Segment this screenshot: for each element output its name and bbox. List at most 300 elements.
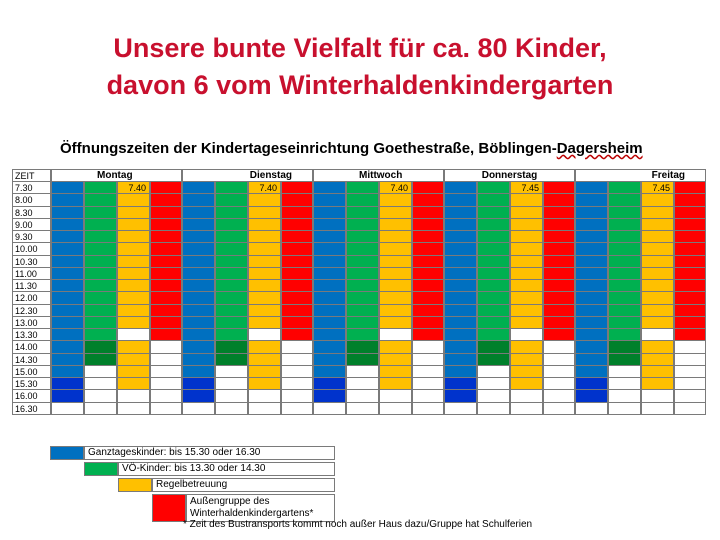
schedule-cell: [182, 181, 215, 194]
schedule-cell: [182, 230, 215, 243]
schedule-cell: [346, 340, 379, 353]
schedule-cell: [510, 353, 543, 366]
schedule-cell: [674, 181, 706, 194]
schedule-cell: [346, 230, 379, 243]
schedule-cell: [641, 353, 674, 366]
schedule-cell: [281, 353, 313, 366]
schedule-cell: [477, 402, 510, 415]
schedule-cell: [412, 328, 444, 341]
schedule-cell: [281, 279, 313, 292]
schedule-cell: [248, 193, 281, 206]
schedule-cell: [412, 279, 444, 292]
schedule-cell: [182, 353, 215, 366]
schedule-cell: [281, 377, 313, 390]
schedule-cell: [477, 279, 510, 292]
schedule-cell: [51, 242, 84, 255]
day-header: Freitag: [575, 169, 706, 182]
schedule-cell: [281, 181, 313, 194]
schedule-cell: [379, 255, 412, 268]
schedule-cell: [84, 255, 117, 268]
schedule-cell: [575, 340, 608, 353]
schedule-cell: [379, 353, 412, 366]
schedule-cell: [444, 267, 477, 280]
schedule-cell: [281, 389, 313, 402]
subtitle-place: Dagersheim: [556, 140, 643, 157]
schedule-cell: [575, 316, 608, 329]
legend-red-text: Winterhaldenkindergartens*: [190, 508, 314, 519]
schedule-cell: [150, 230, 182, 243]
schedule-cell: [215, 389, 248, 402]
schedule-cell: [641, 328, 674, 341]
schedule-cell: [379, 316, 412, 329]
schedule-cell: [379, 340, 412, 353]
schedule-cell: [641, 242, 674, 255]
schedule-cell: [248, 206, 281, 219]
schedule-cell: [510, 365, 543, 378]
schedule-cell: [477, 242, 510, 255]
schedule-cell: [444, 316, 477, 329]
schedule-cell: [510, 255, 543, 268]
schedule-cell: [379, 206, 412, 219]
schedule-cell: [215, 181, 248, 194]
schedule-cell: [641, 291, 674, 304]
schedule-cell: [248, 255, 281, 268]
schedule-cell: [608, 206, 641, 219]
schedule-cell: [51, 377, 84, 390]
schedule-cell: [346, 316, 379, 329]
schedule-cell: [117, 230, 150, 243]
schedule-cell: [215, 402, 248, 415]
schedule-cell: [215, 206, 248, 219]
day-header: Montag: [51, 169, 182, 182]
schedule-cell: [412, 193, 444, 206]
schedule-cell: [379, 402, 412, 415]
schedule-cell: [674, 365, 706, 378]
schedule-cell: [674, 389, 706, 402]
schedule-cell: [477, 267, 510, 280]
schedule-cell: [248, 340, 281, 353]
time-cell: 11.00: [12, 267, 51, 280]
schedule-cell: [674, 328, 706, 341]
schedule-cell: [379, 242, 412, 255]
schedule-cell: [182, 206, 215, 219]
schedule-cell: [346, 181, 379, 194]
schedule-cell: [575, 193, 608, 206]
schedule-cell: [543, 181, 575, 194]
schedule-cell: [674, 316, 706, 329]
schedule-cell: [575, 230, 608, 243]
schedule-cell: [248, 279, 281, 292]
time-cell: 9.00: [12, 218, 51, 231]
schedule-cell: [150, 340, 182, 353]
schedule-cell: [444, 365, 477, 378]
schedule-cell: [51, 291, 84, 304]
schedule-cell: [150, 353, 182, 366]
schedule-cell: [575, 255, 608, 268]
schedule-cell: [51, 193, 84, 206]
schedule-cell: [641, 389, 674, 402]
schedule-cell: [477, 353, 510, 366]
schedule-cell: [444, 353, 477, 366]
schedule-cell: [608, 402, 641, 415]
schedule-cell: [477, 291, 510, 304]
schedule-cell: [84, 181, 117, 194]
schedule-cell: [281, 267, 313, 280]
legend-yellow-swatch: [118, 478, 152, 492]
schedule-cell: [346, 255, 379, 268]
schedule-cell: [346, 377, 379, 390]
schedule-cell: [182, 340, 215, 353]
schedule-cell: [117, 340, 150, 353]
time-cell: 14.30: [12, 353, 51, 366]
schedule-cell: [379, 389, 412, 402]
schedule-cell: [215, 255, 248, 268]
schedule-cell: [346, 206, 379, 219]
schedule-cell: [510, 340, 543, 353]
schedule-cell: [117, 291, 150, 304]
schedule-cell: [117, 279, 150, 292]
schedule-cell: [477, 365, 510, 378]
schedule-cell: [313, 316, 346, 329]
schedule-cell: [674, 340, 706, 353]
schedule-cell: [346, 279, 379, 292]
schedule-cell: [608, 255, 641, 268]
schedule-cell: [510, 279, 543, 292]
schedule-cell: [117, 377, 150, 390]
schedule-cell: [575, 365, 608, 378]
schedule-cell: [117, 353, 150, 366]
schedule-cell: [346, 304, 379, 317]
schedule-cell: [84, 304, 117, 317]
schedule-cell: [674, 255, 706, 268]
schedule-cell: [543, 365, 575, 378]
schedule-cell: [510, 193, 543, 206]
schedule-cell: [543, 328, 575, 341]
schedule-cell: [248, 267, 281, 280]
schedule-cell: [182, 279, 215, 292]
schedule-cell: [477, 377, 510, 390]
subtitle-text: Öffnungszeiten der Kindertageseinrichtung Goethestraße, Böblingen-: [60, 140, 557, 157]
footnote: * Zeit des Bustransports kommt noch außer Haus dazu/Gruppe hat Schulferien: [183, 519, 533, 530]
schedule-cell: [248, 316, 281, 329]
schedule-cell: [608, 242, 641, 255]
legend-green-text: VÖ-Kinder: bis 13.30 oder 14.30: [122, 463, 266, 474]
time-cell: 12.00: [12, 291, 51, 304]
schedule-cell: [444, 377, 477, 390]
schedule-cell: [182, 193, 215, 206]
schedule-cell: [444, 279, 477, 292]
schedule-cell: [477, 328, 510, 341]
schedule-cell: [51, 206, 84, 219]
schedule-cell: [84, 206, 117, 219]
schedule-cell: [543, 402, 575, 415]
title-line-2: davon 6 vom Winterhaldenkindergarten: [106, 70, 614, 100]
schedule-cell: [608, 218, 641, 231]
schedule-cell: [182, 389, 215, 402]
schedule-cell: [117, 206, 150, 219]
schedule-cell: [641, 193, 674, 206]
schedule-cell: [51, 353, 84, 366]
schedule-cell: [379, 193, 412, 206]
schedule-cell: [117, 304, 150, 317]
schedule-cell: [84, 389, 117, 402]
time-cell: 12.30: [12, 304, 51, 317]
schedule-cell: [182, 304, 215, 317]
schedule-cell: [674, 279, 706, 292]
schedule-cell: [117, 267, 150, 280]
schedule-cell: [477, 255, 510, 268]
schedule-cell: [51, 267, 84, 280]
schedule-cell: [346, 389, 379, 402]
schedule-cell: [117, 389, 150, 402]
schedule-cell: [543, 340, 575, 353]
day-header: Mittwoch: [313, 169, 444, 182]
schedule-cell: [510, 242, 543, 255]
schedule-cell: [248, 365, 281, 378]
schedule-cell: [412, 402, 444, 415]
schedule-cell: [510, 267, 543, 280]
schedule-cell: [281, 304, 313, 317]
schedule-cell: [150, 193, 182, 206]
schedule-cell: [313, 181, 346, 194]
schedule-cell: [412, 218, 444, 231]
time-cell: 16.30: [12, 402, 51, 415]
schedule-cell: [182, 316, 215, 329]
schedule-cell: [215, 340, 248, 353]
schedule-cell: [608, 304, 641, 317]
schedule-cell: [543, 218, 575, 231]
schedule-cell: [248, 328, 281, 341]
schedule-cell: [150, 377, 182, 390]
time-cell: 13.30: [12, 328, 51, 341]
schedule-cell: [84, 267, 117, 280]
schedule-cell: [150, 365, 182, 378]
schedule-cell: [84, 340, 117, 353]
schedule-cell: [313, 304, 346, 317]
schedule-cell: [575, 377, 608, 390]
schedule-cell: [510, 230, 543, 243]
schedule-cell: [51, 218, 84, 231]
schedule-cell: [313, 218, 346, 231]
schedule-cell: [215, 193, 248, 206]
time-cell: 9.30: [12, 230, 51, 243]
schedule-cell: [674, 193, 706, 206]
schedule-cell: [510, 291, 543, 304]
schedule-cell: [412, 389, 444, 402]
schedule-cell: [84, 291, 117, 304]
schedule-cell: [313, 267, 346, 280]
schedule-cell: [150, 242, 182, 255]
schedule-cell: [379, 365, 412, 378]
time-cell: 11.30: [12, 279, 51, 292]
schedule-cell: [346, 353, 379, 366]
schedule-cell: [477, 193, 510, 206]
schedule-cell: [281, 340, 313, 353]
schedule-cell: [510, 377, 543, 390]
schedule-cell: [412, 267, 444, 280]
schedule-cell: [215, 291, 248, 304]
schedule-cell: [575, 218, 608, 231]
legend-red-text: Außengruppe des: [190, 496, 270, 507]
schedule-cell: [608, 365, 641, 378]
schedule-cell: [313, 255, 346, 268]
schedule-cell: [215, 230, 248, 243]
schedule-cell: [608, 340, 641, 353]
schedule-cell: [379, 291, 412, 304]
schedule-cell: [150, 255, 182, 268]
time-cell: 16.00: [12, 389, 51, 402]
schedule-cell: [379, 279, 412, 292]
schedule-cell: [674, 304, 706, 317]
schedule-cell: [575, 353, 608, 366]
legend-red-swatch: [152, 494, 186, 522]
schedule-cell: [281, 402, 313, 415]
schedule-cell: [84, 193, 117, 206]
day-header: Dienstag: [182, 169, 313, 182]
schedule-cell: [346, 242, 379, 255]
time-cell: 15.30: [12, 377, 51, 390]
schedule-cell: [608, 316, 641, 329]
schedule-cell: [412, 316, 444, 329]
schedule-cell: [182, 365, 215, 378]
table-subtitle: [60, 140, 643, 157]
schedule-cell: [215, 353, 248, 366]
schedule-cell: [608, 193, 641, 206]
schedule-cell: [674, 218, 706, 231]
schedule-cell: [84, 242, 117, 255]
schedule-cell: [575, 242, 608, 255]
time-cell: 15.00: [12, 365, 51, 378]
schedule-cell: [150, 304, 182, 317]
schedule-cell: [313, 353, 346, 366]
schedule-cell: [510, 304, 543, 317]
schedule-cell: [575, 206, 608, 219]
schedule-cell: [674, 230, 706, 243]
schedule-cell: [674, 353, 706, 366]
schedule-cell: [444, 218, 477, 231]
schedule-cell: [575, 291, 608, 304]
schedule-cell: [444, 181, 477, 194]
schedule-cell: [543, 242, 575, 255]
schedule-cell: [444, 340, 477, 353]
schedule-cell: [444, 242, 477, 255]
schedule-cell: [281, 365, 313, 378]
schedule-cell: [215, 242, 248, 255]
schedule-cell: [51, 181, 84, 194]
schedule-cell: [444, 304, 477, 317]
schedule-cell: [248, 218, 281, 231]
schedule-cell: [182, 377, 215, 390]
schedule-cell: [150, 206, 182, 219]
schedule-cell: [84, 353, 117, 366]
schedule-cell: [477, 206, 510, 219]
schedule-cell: [150, 279, 182, 292]
schedule-cell: [281, 316, 313, 329]
schedule-cell: [150, 328, 182, 341]
schedule-cell: [150, 291, 182, 304]
schedule-cell: [510, 402, 543, 415]
schedule-cell: [412, 365, 444, 378]
schedule-cell: [248, 402, 281, 415]
schedule-cell: [281, 291, 313, 304]
schedule-cell: [215, 304, 248, 317]
day-header: Donnerstag: [444, 169, 575, 182]
schedule-cell: [150, 218, 182, 231]
schedule-cell: [641, 267, 674, 280]
schedule-cell: [477, 316, 510, 329]
schedule-cell: [543, 279, 575, 292]
schedule-cell: [444, 389, 477, 402]
schedule-cell: [281, 230, 313, 243]
schedule-cell: [510, 328, 543, 341]
schedule-cell: [215, 279, 248, 292]
schedule-cell: [575, 389, 608, 402]
schedule-cell: [674, 267, 706, 280]
legend-blue-text: Ganztageskinder: bis 15.30 oder 16.30: [88, 447, 261, 458]
schedule-cell: [575, 328, 608, 341]
time-cell: 7.30: [12, 181, 51, 194]
schedule-cell: [412, 242, 444, 255]
schedule-cell: [313, 206, 346, 219]
schedule-cell: [608, 377, 641, 390]
schedule-cell: [641, 230, 674, 243]
schedule-cell: [477, 340, 510, 353]
schedule-cell: [84, 365, 117, 378]
schedule-cell: [641, 316, 674, 329]
schedule-cell: [182, 402, 215, 415]
schedule-cell: [608, 181, 641, 194]
schedule-cell: [313, 340, 346, 353]
schedule-cell: [281, 328, 313, 341]
start-time: 7.40: [248, 181, 281, 194]
schedule-cell: [412, 353, 444, 366]
schedule-cell: [444, 291, 477, 304]
schedule-cell: [117, 193, 150, 206]
schedule-cell: [641, 218, 674, 231]
schedule-cell: [248, 389, 281, 402]
schedule-cell: [444, 402, 477, 415]
schedule-cell: [444, 206, 477, 219]
schedule-cell: [412, 230, 444, 243]
schedule-cell: [477, 230, 510, 243]
schedule-cell: [379, 218, 412, 231]
schedule-cell: [51, 230, 84, 243]
schedule-cell: [674, 377, 706, 390]
time-cell: 13.00: [12, 316, 51, 329]
schedule-cell: [575, 304, 608, 317]
schedule-cell: [608, 230, 641, 243]
schedule-cell: [313, 230, 346, 243]
schedule-cell: [543, 255, 575, 268]
schedule-cell: [346, 291, 379, 304]
schedule-cell: [379, 377, 412, 390]
schedule-cell: [51, 279, 84, 292]
schedule-cell: [182, 242, 215, 255]
schedule-cell: [379, 267, 412, 280]
schedule-cell: [150, 181, 182, 194]
schedule-cell: [346, 267, 379, 280]
schedule-cell: [84, 377, 117, 390]
schedule-cell: [117, 218, 150, 231]
schedule-cell: [313, 402, 346, 415]
schedule-cell: [608, 328, 641, 341]
schedule-cell: [84, 328, 117, 341]
schedule-cell: [281, 242, 313, 255]
schedule-cell: [215, 267, 248, 280]
schedule-cell: [477, 389, 510, 402]
schedule-cell: [313, 242, 346, 255]
schedule-cell: [84, 218, 117, 231]
